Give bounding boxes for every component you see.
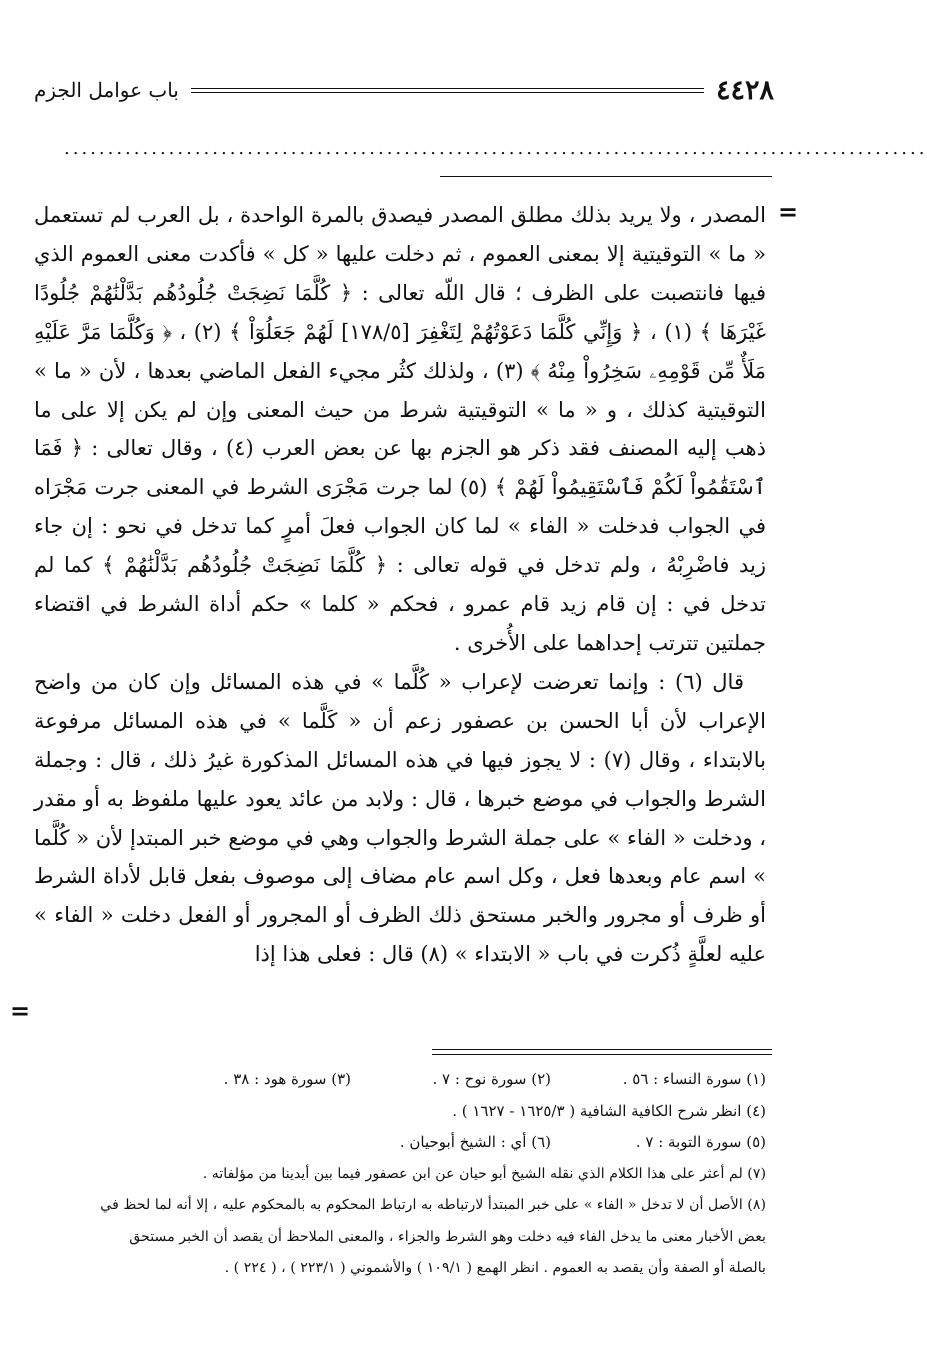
footnote-rule-thin bbox=[432, 1054, 772, 1055]
page-header bbox=[34, 72, 774, 108]
paragraph: المصدر ، ولا يريد بذلك مطلق المصدر فيصدق بالمرة الواحدة ، بل العرب لم تستعمل « ما » التوقيتية إلا بمعنى العموم ، ثم دخلت عليها « كل » فأكدت معنى العموم الذي فيها فانتصبت على الظرف ؛ قال اللّه تعالى : ﴿ كُلَّمَا نَضِجَتْ جُلُودُهُم بَدَّلْنَٰهُمْ جُلُودًا غَيْرَهَا ﴾ (١) ، ﴿ وَإِنِّي كُلَّمَا دَعَوْتُهُمْ لِتَغْفِرَ [١٧٨/٥] لَهُمْ جَعَلُوٓاْ ﴾ (٢) ، ﴿ وَكُلَّمَا مَرَّ عَلَيْهِ مَلَأٌ مِّن قَوْمِهِۦ سَخِرُواْ مِنْهُ ﴾ (٣) ، ولذلك كثُر مجيء الفعل الماضي بعدها ، لأن « ما » التوقيتية كذلك ، و « ما » التوقيتية شرط من حيث المعنى وإن لم يكن إلا على ما ذهب إليه المصنف فقد ذكر هو الجزم بها عن بعض العرب (٤) ، وقال تعالى : ﴿ فَمَا ٱسْتَقَٰمُواْ لَكُمْ فَٱسْتَقِيمُواْ لَهُمْ ﴾ (٥) لما جرت مَجْرَى الشرط في المعنى جرت مَجْرَاه في الجواب فدخلت « الفاء » لما كان الجواب فعلَ أمرٍ كما تدخل في نحو : إن جاء زيد فاضْرِبْهُ ، ولم تدخل في قوله تعالى : ﴿ كُلَّمَا نَضِجَتْ جُلُودُهُم بَدَّلْنَٰهُمْ ﴾ كما لم تدخل في : إن قام زيد قام عمرو ، فحكم « كلما » حكم أداة الشرط في اقتضاء جملتين تترتب إحداهما على الأُخرى . bbox=[34, 203, 766, 655]
footnote-8-line: بالصلة أو الصفة وأن يقصد به العموم . انظر الهمع ( ١٠٩/١ ) والأشموني ( ٢٢٣/١ ) ، ( ٢٢٤ ) . bbox=[224, 1260, 766, 1276]
footnote-5: (٥) سورة التوبة : ٧ . bbox=[635, 1133, 766, 1151]
paragraph: قال (٦) : وإنما تعرضت لإعراب « كُلَّما » في هذه المسائل وإن كان من واضح الإعراب لأن أبا الحسن بن عصفور زعم أن « كَلَّما » في هذه المسائل مرفوعة بالابتداء ، وقال (٧) : لا يجوز فيها في هذه المسائل المذكورة غيرُ ذلك ، قال : وجملة الشرط والجواب في موضع خبرها ، قال : ولابد من عائد يعود عليها ملفوظ به أو مقدر ، ودخلت « الفاء » على جملة الشرط والجواب وهي في موضع خبر المبتدإ لأن « كُلَّما » اسم عام وبعدها فعل ، وكل اسم عام مضاف إلى موصوف بفعل قابل لأداة الشرط أو ظرف أو مجرور والخبر مستحق ذلك الظرف أو المجرور أو الفعل دخلت « الفاء » عليه لعلَّةٍ ذُكرت في باب « الابتداء » (٨) قال : فعلى هذا إذا bbox=[34, 669, 766, 967]
footnote-4: (٤) انظر شرح الكافية الشافية ( ١٦٢٥/٣ - ١٦٢٧ ) . bbox=[452, 1101, 766, 1120]
chapter-title: باب عوامل الجزم bbox=[34, 78, 179, 102]
header-rule bbox=[191, 88, 704, 93]
footnote-row bbox=[34, 1064, 766, 1096]
section-rule bbox=[440, 176, 772, 177]
footnote-1: (١) سورة النساء : ٥٦ . bbox=[622, 1070, 766, 1088]
footnote-8-line: (٨) الأصل أن لا تدخل « الفاء » على خبر المبتدأ لارتباطه به ارتباط المحكوم به بالمحكوم عليه ، إلا أنه لما لحظ في bbox=[100, 1197, 766, 1213]
footnotes bbox=[34, 1064, 766, 1285]
footnote-6: (٦) أي : الشيخ أبوحيان . bbox=[399, 1133, 551, 1151]
main-text bbox=[34, 196, 766, 974]
footnote-8-line: بعض الأخبار معنى ما يدخل الفاء فيه دخلت وهو الشرط والجزاء ، والمعنى الملاحظ أن يقصد أن الخبر مستحق bbox=[129, 1228, 766, 1245]
continuation-mark-top: = bbox=[778, 197, 799, 226]
footnote-rule bbox=[432, 1049, 772, 1050]
footnote-7: (٧) لم أعثر على هذا الكلام الذي نقله الشيخ أبو حيان عن ابن عصفور فيما بين أيدينا من مؤلفاته . bbox=[202, 1165, 766, 1182]
footnote-row bbox=[34, 1127, 766, 1159]
continuation-mark-bottom: = bbox=[10, 996, 31, 1025]
footnote-2: (٢) سورة نوح : ٧ . bbox=[432, 1070, 551, 1088]
footnote-3: (٣) سورة هود : ٣٨ . bbox=[223, 1070, 351, 1088]
page-number: ٤٤٢٨ bbox=[715, 74, 774, 106]
separator-dots: ................................................................................................... bbox=[64, 138, 927, 159]
